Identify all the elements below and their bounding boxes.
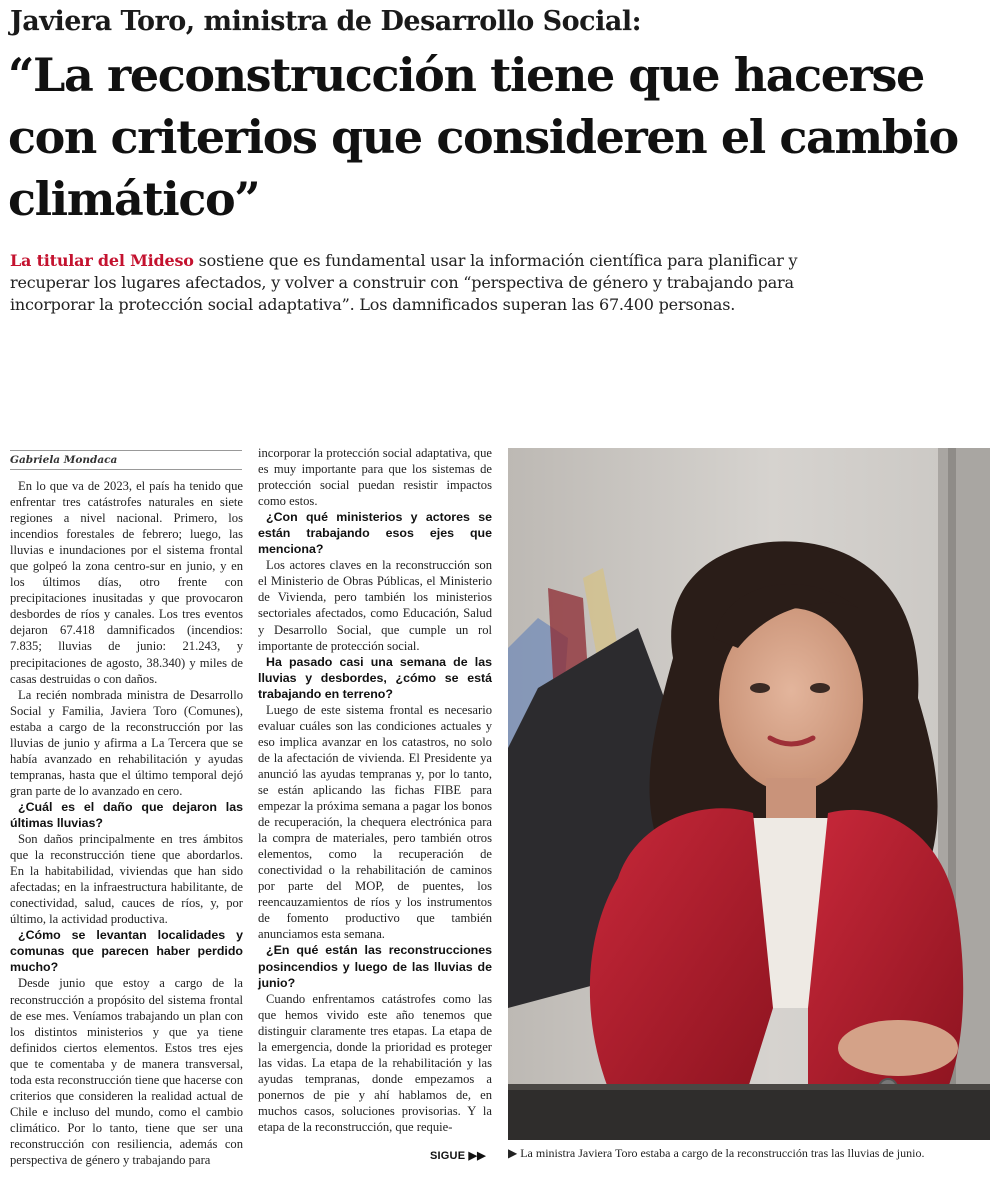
article-paragraph: Luego de este sistema frontal es necesario evaluar cuáles son las condiciones actuales y eso implica avanzar en los catastros, no solo de la afectación de vivienda. El Presidente ya anunció las ayudas tempranas y, por lo tanto, se están aplicando las fichas FIBE para empezar la próxima semana a pagar los bonos de recuperación, la chequera electrónica para la compra de materiales, pero también otros elementos, como la recuperación de conectividad o la rehabilitación de caminos por parte del MOP, de puentes, los reencauzamientos de ríos y los instrumentos de fomento productivo que también anunciamos esta semana.: [258, 702, 492, 942]
portrait-photo-illustration: [508, 448, 990, 1140]
article-paragraph: incorporar la protección social adaptativa, que es muy importante para que los sistemas de protección social puedan resistir impactos como estos.: [258, 446, 492, 509]
article-paragraph: La recién nombrada ministra de Desarrollo Social y Familia, Javiera Toro (Comunes), estaba a cargo de la reconstrucción por las lluvias de junio y afirma a La Tercera que se había avanzado en rehabilitación y ayudas tempranas, hasta que el último temporal dejó gran parte de lo avanzado en cero.: [10, 687, 243, 798]
byline: Gabriela Mondaca: [10, 454, 118, 466]
photo-caption: ▶ La ministra Javiera Toro estaba a cargo de la reconstrucción tras las lluvias de junio.: [508, 1146, 925, 1160]
headline: “La reconstrucción tiene que hacerse con criterios que consideren el cambio climático”: [8, 48, 958, 226]
interview-question: ¿Cuál es el daño que dejaron las últimas lluvias?: [10, 799, 243, 830]
lead-highlight: La titular del Mideso: [10, 251, 194, 270]
continue-marker: SIGUE ▶▶: [430, 1150, 486, 1162]
article-paragraph: Cuando enfrentamos catástrofes como las que hemos vivido este año tenemos que distinguir claramente tres etapas. La etapa de la emergencia, donde la prioridad es proteger las vidas. La etapa de la rehabilitación y las ayudas tempranas, donde empezamos a ponernos de pie y ahí hablamos de, en muchos casos, soluciones provisorias. Y la etapa de la reconstrucción, que requie-: [258, 991, 492, 1134]
article-paragraph: Son daños principalmente en tres ámbitos que la reconstrucción tiene que abordarlos. En la habitabilidad, viviendas que han sido afectadas; en la infraestructura habilitante, de conectividad, salud, cauces de ríos, y, por último, la actividad productiva.: [10, 832, 243, 927]
interview-question: ¿Cómo se levantan localidades y comunas que parecen haber perdido mucho?: [10, 928, 243, 975]
interview-question: ¿En qué están las reconstrucciones posincendios y luego de las lluvias de junio?: [258, 943, 492, 990]
article-paragraph: En lo que va de 2023, el país ha tenido que enfrentar tres catástrofes naturales en siete regiones a nivel nacional. Primero, los incendios forestales de febrero; luego, las lluvias e inundaciones por el sistema frontal que golpeó la zona centro-sur en junio, y en los últimos días, otro frente con precipitaciones inusitadas y que provocaron desbordes de ríos y canales. Los tres eventos dejaron 67.418 damnificados (incendios: 7.835; lluvias de junio: 21.243, y precipitaciones de agosto, 38.340) y miles de casas destruidas o con daños.: [10, 479, 243, 686]
portrait-photo: [508, 448, 990, 1140]
interview-question: Ha pasado casi una semana de las lluvias y desbordes, ¿cómo se está trabajando en terreno?: [258, 654, 492, 701]
lead-text: sostiene que es fundamental usar la información científica para planificar y recuperar los lugares afectados, y volver a construir con “perspectiva de género y trabajando para incorporar la protección social adaptativa”. Los damnificados superan las 67.400 personas.: [10, 251, 798, 314]
article-paragraph: Los actores claves en la reconstrucción son el Ministerio de Obras Públicas, el Ministerio de Vivienda, pero también los ministerios sectoriales afectados, como Educación, Salud y Desarrollo Social, que cumple un rol importante de protección social.: [258, 558, 492, 653]
article-column-1: [10, 478, 243, 1168]
kicker: Javiera Toro, ministra de Desarrollo Social:: [10, 6, 642, 37]
article-paragraph: Desde junio que estoy a cargo de la reconstrucción a propósito del sistema frontal de ese mes. Veníamos trabajando un plan con los distintos ministerios y que ya tiene definidos ciertos elementos. Estos tres ejes que te comentaba y de manera transversal, toda esta reconstrucción tiene que hacerse con criterios que consideren la realidad actual de Chile e incluso del mundo, como el cambio climático. Por lo tanto, tiene que ser una reconstrucción con resiliencia, además con perspectiva de género y trabajando para: [10, 976, 243, 1167]
interview-question: ¿Con qué ministerios y actores se están trabajando esos ejes que menciona?: [258, 510, 492, 557]
lead-paragraph: [10, 250, 855, 316]
byline-box: [10, 450, 242, 470]
article-column-2: [258, 445, 492, 1135]
